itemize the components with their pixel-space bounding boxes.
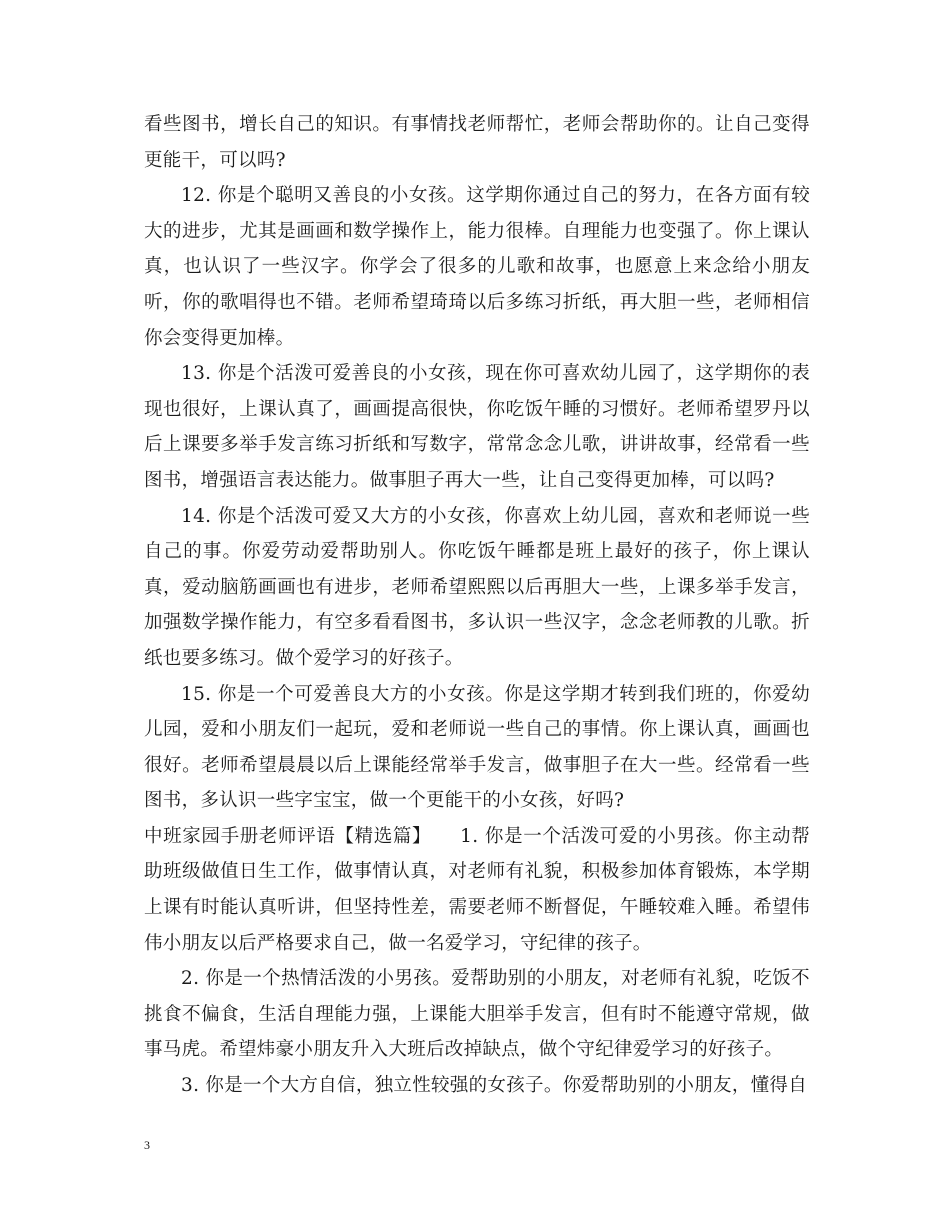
document-body — [144, 107, 810, 1104]
paragraph-comment-13: 13. 你是个活泼可爱善良的小女孩，现在你可喜欢幼儿园了，这学期你的表现也很好，上课认真了，画画提高很快，你吃饭午睡的习惯好。老师希望罗丹以后上课要多举手发言练习折纸和写数字，常常念念儿歌，讲讲故事，经常看一些图书，增强语言表达能力。做事胆子再大一些，让自己变得更加棒，可以吗? — [144, 363, 810, 491]
paragraph-comment-15: 15. 你是一个可爱善良大方的小女孩。你是这学期才转到我们班的，你爱幼儿园，爱和小朋友们一起玩，爱和老师说一些自己的事情。你上课认真，画画也很好。老师希望晨晨以后上课能经常举手发言，做事胆子在大一些。经常看一些图书，多认识一些字宝宝，做一个更能干的小女孩，好吗? — [144, 683, 810, 812]
paragraph-continuation: 看些图书，增长自己的知识。有事情找老师帮忙，老师会帮助你的。让自己变得更能干，可以吗? — [144, 114, 810, 171]
paragraph-comment-14: 14. 你是个活泼可爱又大方的小女孩，你喜欢上幼儿园，喜欢和老师说一些自己的事。你爱劳动爱帮助别人。你吃饭午睡都是班上最好的孩子，你上课认真，爱动脑筋画画也有进步，老师希望熙熙以后再胆大一些，上课多举手发言，加强数学操作能力，有空多看看图书，多认识一些汉字，念念老师教的儿歌。折纸也要多练习。做个爱学习的好孩子。 — [144, 505, 810, 669]
paragraph-section-heading: 中班家园手册老师评语【精选篇】 1. 你是一个活泼可爱的小男孩。你主动帮助班级做值日生工作，做事情认真，对老师有礼貌，积极参加体育锻炼，本学期上课有时能认真听讲，但坚持性差，需要老师不断督促，午睡较难入睡。希望伟伟小朋友以后严格要求自己，做一名爱学习，守纪律的孩子。 — [144, 825, 810, 954]
page-number: 3 — [144, 1138, 150, 1152]
paragraph-comment-2: 2. 你是一个热情活泼的小男孩。爱帮助别的小朋友，对老师有礼貌，吃饭不挑食不偏食，生活自理能力强，上课能大胆举手发言，但有时不能遵守常规，做事马虎。希望炜豪小朋友升入大班后改掉缺点，做个守纪律爱学习的好孩子。 — [144, 968, 810, 1061]
paragraph-comment-12: 12. 你是个聪明又善良的小女孩。这学期你通过自己的努力，在各方面有较大的进步，尤其是画画和数学操作上，能力很棒。自理能力也变强了。你上课认真，也认识了一些汉字。你学会了很多的儿歌和故事，也愿意上来念给小朋友听，你的歌唱得也不错。老师希望琦琦以后多练习折纸，再大胆一些，老师相信你会变得更加棒。 — [144, 185, 810, 349]
paragraph-comment-3: 3. 你是一个大方自信，独立性较强的女孩子。你爱帮助别的小朋友，懂得自 — [181, 1075, 808, 1097]
